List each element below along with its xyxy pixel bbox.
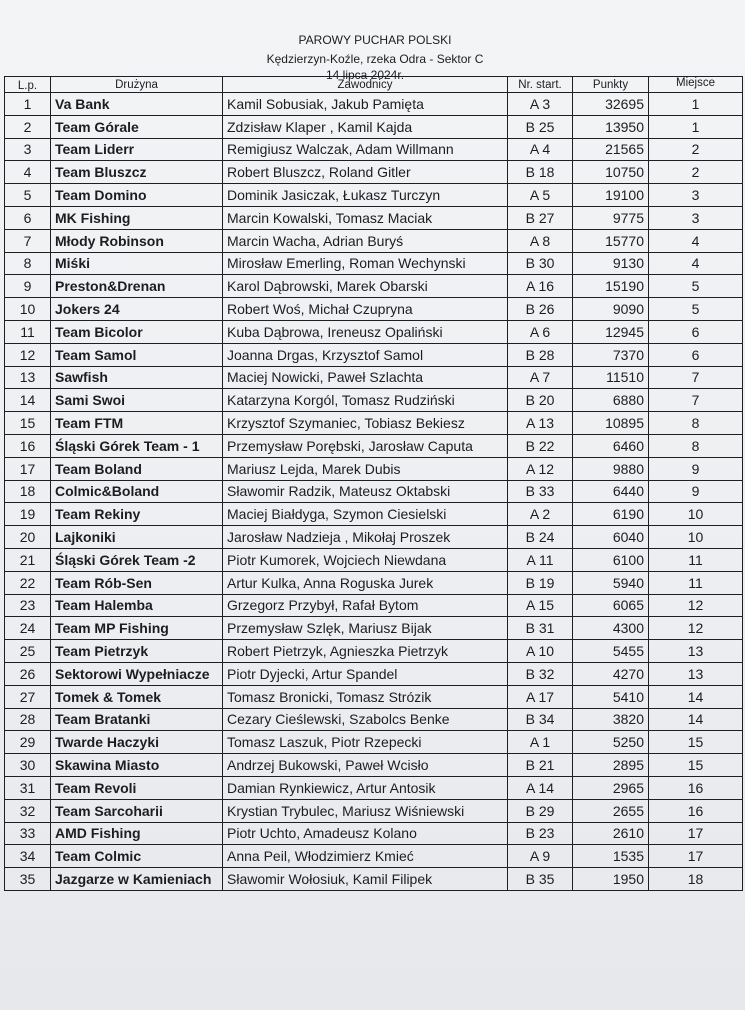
row-place: 15 xyxy=(649,754,743,777)
table-row xyxy=(5,754,743,777)
row-start-number: B 35 xyxy=(508,868,573,891)
row-players: Mirosław Emerling, Roman Wechynski xyxy=(223,252,508,275)
row-start-number: A 5 xyxy=(508,184,573,207)
row-place: 9 xyxy=(649,457,743,480)
row-lp: 34 xyxy=(5,845,51,868)
row-start-number: A 8 xyxy=(508,229,573,252)
row-players: Piotr Kumorek, Wojciech Niewdana xyxy=(223,548,508,571)
row-players: Tomasz Laszuk, Piotr Rzepecki xyxy=(223,731,508,754)
row-place: 10 xyxy=(649,526,743,549)
row-points: 2655 xyxy=(573,799,649,822)
row-players: Jarosław Nadzieja , Mikołaj Proszek xyxy=(223,526,508,549)
row-lp: 28 xyxy=(5,708,51,731)
row-points: 6065 xyxy=(573,594,649,617)
row-team: Team Górale xyxy=(51,115,223,138)
table-row xyxy=(5,229,743,252)
row-lp: 32 xyxy=(5,799,51,822)
row-players: Artur Kulka, Anna Roguska Jurek xyxy=(223,571,508,594)
row-place: 4 xyxy=(649,229,743,252)
row-lp: 17 xyxy=(5,457,51,480)
row-points: 13950 xyxy=(573,115,649,138)
row-lp: 5 xyxy=(5,184,51,207)
row-start-number: B 26 xyxy=(508,298,573,321)
row-players: Piotr Uchto, Amadeusz Kolano xyxy=(223,822,508,845)
document-date: 14 lipca 2024r. xyxy=(325,68,405,82)
row-place: 2 xyxy=(649,161,743,184)
document-title: PAROWY PUCHAR POLSKI xyxy=(298,33,452,47)
row-team: Team Boland xyxy=(51,457,223,480)
row-place: 17 xyxy=(649,845,743,868)
row-players: Przemysław Porębski, Jarosław Caputa xyxy=(223,434,508,457)
row-team: Śląski Górek Team - 1 xyxy=(51,434,223,457)
row-lp: 15 xyxy=(5,412,51,435)
row-lp: 22 xyxy=(5,571,51,594)
row-place: 1 xyxy=(649,93,743,116)
row-players: Robert Bluszcz, Roland Gitler xyxy=(223,161,508,184)
row-players: Damian Rynkiewicz, Artur Antosik xyxy=(223,776,508,799)
col-header-points: Punkty xyxy=(573,77,649,93)
row-points: 6460 xyxy=(573,434,649,457)
row-points: 6190 xyxy=(573,503,649,526)
row-place: 12 xyxy=(649,617,743,640)
row-team: Młody Robinson xyxy=(51,229,223,252)
row-team: Team Domino xyxy=(51,184,223,207)
row-team: Skawina Miasto xyxy=(51,754,223,777)
row-start-number: A 6 xyxy=(508,320,573,343)
row-place: 7 xyxy=(649,389,743,412)
row-start-number: A 16 xyxy=(508,275,573,298)
row-place: 5 xyxy=(649,275,743,298)
row-team: Tomek & Tomek xyxy=(51,685,223,708)
row-start-number: B 18 xyxy=(508,161,573,184)
row-start-number: A 3 xyxy=(508,93,573,116)
table-row xyxy=(5,868,743,891)
row-players: Kuba Dąbrowa, Ireneusz Opaliński xyxy=(223,320,508,343)
row-place: 5 xyxy=(649,298,743,321)
row-players: Joanna Drgas, Krzysztof Samol xyxy=(223,343,508,366)
row-team: Team Colmic xyxy=(51,845,223,868)
table-row xyxy=(5,298,743,321)
row-points: 9090 xyxy=(573,298,649,321)
table-row xyxy=(5,617,743,640)
row-players: Sławomir Radzik, Mateusz Oktabski xyxy=(223,480,508,503)
row-start-number: B 31 xyxy=(508,617,573,640)
row-lp: 20 xyxy=(5,526,51,549)
row-place: 16 xyxy=(649,799,743,822)
row-team: Team Pietrzyk xyxy=(51,640,223,663)
table-header-row xyxy=(5,77,743,93)
table-row xyxy=(5,206,743,229)
row-place: 9 xyxy=(649,480,743,503)
row-team: AMD Fishing xyxy=(51,822,223,845)
col-header-lp: L.p. xyxy=(5,77,51,93)
row-points: 4270 xyxy=(573,662,649,685)
row-players: Mariusz Lejda, Marek Dubis xyxy=(223,457,508,480)
row-team: Va Bank xyxy=(51,93,223,116)
row-team: Team Revoli xyxy=(51,776,223,799)
table-row xyxy=(5,252,743,275)
table-row xyxy=(5,845,743,868)
table-row xyxy=(5,571,743,594)
row-start-number: B 24 xyxy=(508,526,573,549)
row-team: Team Bluszcz xyxy=(51,161,223,184)
row-points: 1950 xyxy=(573,868,649,891)
row-points: 2965 xyxy=(573,776,649,799)
table-row xyxy=(5,320,743,343)
col-header-start: Nr. start. xyxy=(508,77,573,93)
row-team: Team Rekiny xyxy=(51,503,223,526)
row-lp: 4 xyxy=(5,161,51,184)
row-players: Katarzyna Korgól, Tomasz Rudziński xyxy=(223,389,508,412)
row-place: 4 xyxy=(649,252,743,275)
row-place: 6 xyxy=(649,343,743,366)
col-header-team: Drużyna xyxy=(51,77,223,93)
row-team: Sawfish xyxy=(51,366,223,389)
row-players: Remigiusz Walczak, Adam Willmann xyxy=(223,138,508,161)
row-points: 32695 xyxy=(573,93,649,116)
col-header-players: Zawodnicy xyxy=(223,77,508,93)
row-players: Sławomir Wołosiuk, Kamil Filipek xyxy=(223,868,508,891)
row-points: 10750 xyxy=(573,161,649,184)
row-start-number: A 1 xyxy=(508,731,573,754)
row-lp: 35 xyxy=(5,868,51,891)
table-row xyxy=(5,799,743,822)
row-players: Cezary Cieślewski, Szabolcs Benke xyxy=(223,708,508,731)
row-place: 3 xyxy=(649,206,743,229)
row-lp: 26 xyxy=(5,662,51,685)
row-start-number: B 30 xyxy=(508,252,573,275)
row-place: 8 xyxy=(649,412,743,435)
row-points: 15770 xyxy=(573,229,649,252)
row-lp: 14 xyxy=(5,389,51,412)
row-points: 7370 xyxy=(573,343,649,366)
table-row xyxy=(5,343,743,366)
row-team: Team Sarcoharii xyxy=(51,799,223,822)
row-lp: 12 xyxy=(5,343,51,366)
row-lp: 16 xyxy=(5,434,51,457)
row-players: Kamil Sobusiak, Jakub Pamięta xyxy=(223,93,508,116)
row-start-number: B 28 xyxy=(508,343,573,366)
row-players: Andrzej Bukowski, Paweł Wcisło xyxy=(223,754,508,777)
row-points: 5250 xyxy=(573,731,649,754)
row-lp: 3 xyxy=(5,138,51,161)
row-lp: 11 xyxy=(5,320,51,343)
row-start-number: B 23 xyxy=(508,822,573,845)
document-location: Kędzierzyn-Koźle, rzeka Odra - Sektor C xyxy=(266,52,484,66)
table-row xyxy=(5,184,743,207)
row-team: Team Halemba xyxy=(51,594,223,617)
row-points: 10895 xyxy=(573,412,649,435)
row-lp: 23 xyxy=(5,594,51,617)
row-team: Preston&Drenan xyxy=(51,275,223,298)
row-points: 1535 xyxy=(573,845,649,868)
row-start-number: A 15 xyxy=(508,594,573,617)
row-start-number: B 19 xyxy=(508,571,573,594)
row-place: 13 xyxy=(649,662,743,685)
row-lp: 8 xyxy=(5,252,51,275)
row-players: Marcin Wacha, Adrian Buryś xyxy=(223,229,508,252)
row-team: Team MP Fishing xyxy=(51,617,223,640)
row-lp: 30 xyxy=(5,754,51,777)
row-lp: 9 xyxy=(5,275,51,298)
row-place: 18 xyxy=(649,868,743,891)
row-players: Tomasz Bronicki, Tomasz Strózik xyxy=(223,685,508,708)
row-team: Team Bratanki xyxy=(51,708,223,731)
row-players: Dominik Jasiczak, Łukasz Turczyn xyxy=(223,184,508,207)
row-players: Przemysław Szlęk, Mariusz Bijak xyxy=(223,617,508,640)
row-start-number: B 29 xyxy=(508,799,573,822)
table-row xyxy=(5,822,743,845)
row-team: MK Fishing xyxy=(51,206,223,229)
row-team: Sami Swoi xyxy=(51,389,223,412)
row-place: 17 xyxy=(649,822,743,845)
row-place: 13 xyxy=(649,640,743,663)
row-points: 5940 xyxy=(573,571,649,594)
row-place: 11 xyxy=(649,571,743,594)
row-start-number: B 20 xyxy=(508,389,573,412)
row-points: 2610 xyxy=(573,822,649,845)
row-players: Robert Woś, Michał Czupryna xyxy=(223,298,508,321)
table-row xyxy=(5,685,743,708)
row-points: 5455 xyxy=(573,640,649,663)
row-start-number: A 12 xyxy=(508,457,573,480)
row-players: Krystian Trybulec, Mariusz Wiśniewski xyxy=(223,799,508,822)
row-start-number: A 7 xyxy=(508,366,573,389)
row-lp: 6 xyxy=(5,206,51,229)
row-lp: 29 xyxy=(5,731,51,754)
row-points: 3820 xyxy=(573,708,649,731)
table-row xyxy=(5,480,743,503)
table-row xyxy=(5,161,743,184)
row-start-number: A 13 xyxy=(508,412,573,435)
table-row xyxy=(5,776,743,799)
table-row xyxy=(5,548,743,571)
row-team: Team Liderr xyxy=(51,138,223,161)
row-team: Team Samol xyxy=(51,343,223,366)
row-lp: 13 xyxy=(5,366,51,389)
row-players: Anna Peil, Włodzimierz Kmieć xyxy=(223,845,508,868)
row-lp: 27 xyxy=(5,685,51,708)
row-start-number: B 25 xyxy=(508,115,573,138)
row-players: Marcin Kowalski, Tomasz Maciak xyxy=(223,206,508,229)
row-place: 1 xyxy=(649,115,743,138)
table-row xyxy=(5,731,743,754)
row-team: Sektorowi Wypełniacze xyxy=(51,662,223,685)
row-points: 6440 xyxy=(573,480,649,503)
table-row xyxy=(5,640,743,663)
row-lp: 10 xyxy=(5,298,51,321)
row-team: Team Rób-Sen xyxy=(51,571,223,594)
row-lp: 2 xyxy=(5,115,51,138)
row-team: Śląski Górek Team -2 xyxy=(51,548,223,571)
row-players: Maciej Białdyga, Szymon Ciesielski xyxy=(223,503,508,526)
row-lp: 25 xyxy=(5,640,51,663)
row-lp: 21 xyxy=(5,548,51,571)
table-row xyxy=(5,366,743,389)
row-team: Colmic&Boland xyxy=(51,480,223,503)
row-place: 15 xyxy=(649,731,743,754)
row-points: 19100 xyxy=(573,184,649,207)
table-row xyxy=(5,93,743,116)
row-start-number: B 21 xyxy=(508,754,573,777)
row-points: 12945 xyxy=(573,320,649,343)
row-points: 9775 xyxy=(573,206,649,229)
row-lp: 18 xyxy=(5,480,51,503)
results-table xyxy=(4,76,743,891)
row-players: Zdzisław Klaper , Kamil Kajda xyxy=(223,115,508,138)
row-start-number: B 22 xyxy=(508,434,573,457)
row-start-number: A 4 xyxy=(508,138,573,161)
row-points: 9130 xyxy=(573,252,649,275)
row-lp: 33 xyxy=(5,822,51,845)
row-players: Maciej Nowicki, Paweł Szlachta xyxy=(223,366,508,389)
row-players: Robert Pietrzyk, Agnieszka Pietrzyk xyxy=(223,640,508,663)
row-points: 6100 xyxy=(573,548,649,571)
row-players: Piotr Dyjecki, Artur Spandel xyxy=(223,662,508,685)
row-team: Lajkoniki xyxy=(51,526,223,549)
table-row xyxy=(5,526,743,549)
row-players: Krzysztof Szymaniec, Tobiasz Bekiesz xyxy=(223,412,508,435)
row-points: 2895 xyxy=(573,754,649,777)
row-lp: 19 xyxy=(5,503,51,526)
table-row xyxy=(5,412,743,435)
row-place: 12 xyxy=(649,594,743,617)
table-row xyxy=(5,434,743,457)
row-points: 5410 xyxy=(573,685,649,708)
row-team: Miśki xyxy=(51,252,223,275)
row-team: Jokers 24 xyxy=(51,298,223,321)
row-place: 3 xyxy=(649,184,743,207)
row-start-number: A 11 xyxy=(508,548,573,571)
row-place: 6 xyxy=(649,320,743,343)
row-start-number: A 2 xyxy=(508,503,573,526)
table-row xyxy=(5,389,743,412)
table-row xyxy=(5,594,743,617)
row-place: 8 xyxy=(649,434,743,457)
row-start-number: B 34 xyxy=(508,708,573,731)
row-points: 6040 xyxy=(573,526,649,549)
row-points: 4300 xyxy=(573,617,649,640)
row-place: 7 xyxy=(649,366,743,389)
row-points: 21565 xyxy=(573,138,649,161)
row-lp: 1 xyxy=(5,93,51,116)
table-row xyxy=(5,115,743,138)
table-row xyxy=(5,708,743,731)
row-team: Twarde Haczyki xyxy=(51,731,223,754)
row-points: 11510 xyxy=(573,366,649,389)
row-place: 11 xyxy=(649,548,743,571)
row-start-number: A 17 xyxy=(508,685,573,708)
table-row xyxy=(5,275,743,298)
row-team: Jazgarze w Kamieniach xyxy=(51,868,223,891)
row-lp: 24 xyxy=(5,617,51,640)
row-start-number: B 32 xyxy=(508,662,573,685)
table-row xyxy=(5,662,743,685)
row-players: Grzegorz Przybył, Rafał Bytom xyxy=(223,594,508,617)
row-points: 6880 xyxy=(573,389,649,412)
table-row xyxy=(5,457,743,480)
col-header-place: Miejsce xyxy=(649,77,743,93)
row-points: 9880 xyxy=(573,457,649,480)
row-team: Team FTM xyxy=(51,412,223,435)
table-row xyxy=(5,503,743,526)
row-start-number: A 9 xyxy=(508,845,573,868)
row-place: 14 xyxy=(649,685,743,708)
row-start-number: B 27 xyxy=(508,206,573,229)
row-start-number: A 10 xyxy=(508,640,573,663)
row-lp: 7 xyxy=(5,229,51,252)
row-place: 16 xyxy=(649,776,743,799)
row-place: 2 xyxy=(649,138,743,161)
table-row xyxy=(5,138,743,161)
row-place: 10 xyxy=(649,503,743,526)
row-players: Karol Dąbrowski, Marek Obarski xyxy=(223,275,508,298)
row-start-number: B 33 xyxy=(508,480,573,503)
row-lp: 31 xyxy=(5,776,51,799)
row-team: Team Bicolor xyxy=(51,320,223,343)
row-place: 14 xyxy=(649,708,743,731)
row-points: 15190 xyxy=(573,275,649,298)
row-start-number: A 14 xyxy=(508,776,573,799)
